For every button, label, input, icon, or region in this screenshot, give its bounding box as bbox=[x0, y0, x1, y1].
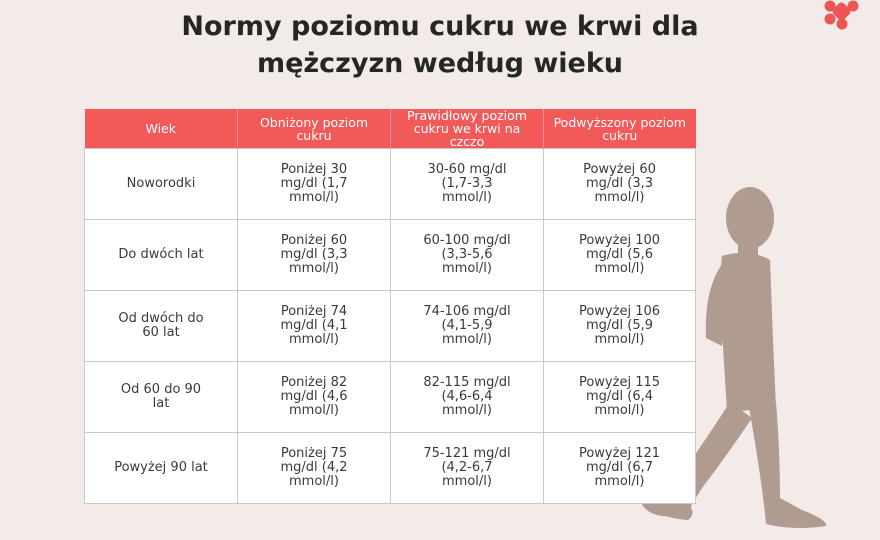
page-title bbox=[0, 8, 880, 82]
table-row bbox=[85, 220, 696, 291]
column-header-age: Wiek bbox=[85, 109, 238, 149]
cell-age: Noworodki bbox=[85, 149, 238, 220]
cell-age: Powyżej 90 lat bbox=[85, 433, 238, 504]
column-header-high-sugar: Podwyższony poziom cukru bbox=[544, 109, 696, 149]
cell-high-sugar: Powyżej 100 mg/dl (5,6 mmol/l) bbox=[544, 220, 696, 291]
cell-normal-sugar: 60-100 mg/dl (3,3-5,6 mmol/l) bbox=[391, 220, 544, 291]
table-row bbox=[85, 291, 696, 362]
brand-logo-icon bbox=[818, 0, 866, 32]
cell-normal-sugar: 74-106 mg/dl (4,1-5,9 mmol/l) bbox=[391, 291, 544, 362]
cell-age: Do dwóch lat bbox=[85, 220, 238, 291]
cell-high-sugar: Powyżej 115 mg/dl (6,4 mmol/l) bbox=[544, 362, 696, 433]
cell-low-sugar: Poniżej 75 mg/dl (4,2 mmol/l) bbox=[238, 433, 391, 504]
table-row bbox=[85, 362, 696, 433]
blood-sugar-table bbox=[84, 109, 696, 504]
cell-high-sugar: Powyżej 121 mg/dl (6,7 mmol/l) bbox=[544, 433, 696, 504]
cell-normal-sugar: 30-60 mg/dl (1,7-3,3 mmol/l) bbox=[391, 149, 544, 220]
cell-low-sugar: Poniżej 60 mg/dl (3,3 mmol/l) bbox=[238, 220, 391, 291]
cell-age: Od 60 do 90 lat bbox=[85, 362, 238, 433]
cell-high-sugar: Powyżej 60 mg/dl (3,3 mmol/l) bbox=[544, 149, 696, 220]
column-header-normal-sugar: Prawidłowy poziom cukru we krwi na czczo bbox=[391, 109, 544, 149]
cell-normal-sugar: 75-121 mg/dl (4,2-6,7 mmol/l) bbox=[391, 433, 544, 504]
table-header-row bbox=[85, 109, 696, 149]
cell-high-sugar: Powyżej 106 mg/dl (5,9 mmol/l) bbox=[544, 291, 696, 362]
page-title-line-2: mężczyzn według wieku bbox=[256, 48, 624, 79]
cell-low-sugar: Poniżej 30 mg/dl (1,7 mmol/l) bbox=[238, 149, 391, 220]
page-title-line-1: Normy poziomu cukru we krwi dla bbox=[181, 11, 699, 42]
table-row bbox=[85, 433, 696, 504]
column-header-low-sugar: Obniżony poziom cukru bbox=[238, 109, 391, 149]
cell-low-sugar: Poniżej 82 mg/dl (4,6 mmol/l) bbox=[238, 362, 391, 433]
table-row bbox=[85, 149, 696, 220]
cell-normal-sugar: 82-115 mg/dl (4,6-6,4 mmol/l) bbox=[391, 362, 544, 433]
cell-low-sugar: Poniżej 74 mg/dl (4,1 mmol/l) bbox=[238, 291, 391, 362]
cell-age: Od dwóch do 60 lat bbox=[85, 291, 238, 362]
